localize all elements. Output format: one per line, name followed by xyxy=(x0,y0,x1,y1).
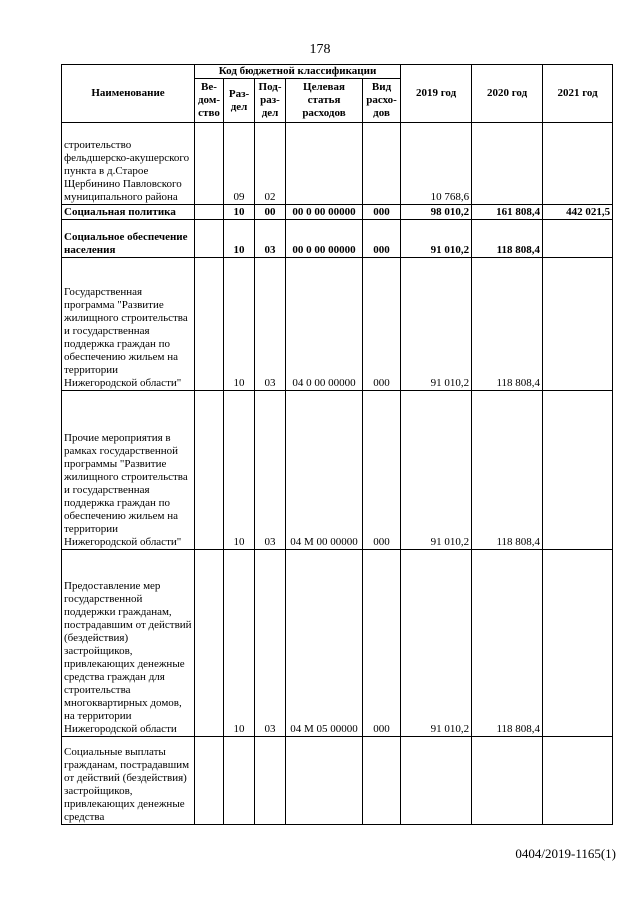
cell-razdel: 10 xyxy=(224,550,255,737)
classification-group-header: Код бюджетной классификации xyxy=(195,65,401,79)
cell-name: строительство фельдшерско-акушерского пункта в д.Старое Щербинино Павловского муниципального района xyxy=(62,123,195,205)
cell-y2021 xyxy=(543,737,613,825)
cell-name: Социальная политика xyxy=(62,205,195,220)
cell-y2019 xyxy=(401,737,472,825)
cell-y2019: 91 010,2 xyxy=(401,550,472,737)
cell-razdel: 10 xyxy=(224,220,255,258)
cell-y2020: 118 808,4 xyxy=(472,550,543,737)
table-row xyxy=(62,258,613,391)
cell-razdel: 10 xyxy=(224,391,255,550)
cell-y2021 xyxy=(543,550,613,737)
cell-y2019: 91 010,2 xyxy=(401,258,472,391)
cell-razdel: 10 xyxy=(224,205,255,220)
cell-y2020: 118 808,4 xyxy=(472,391,543,550)
cell-y2020: 161 808,4 xyxy=(472,205,543,220)
col-2021-header: 2021 год xyxy=(543,65,613,123)
cell-target: 00 0 00 00000 xyxy=(286,205,363,220)
cell-ved xyxy=(195,205,224,220)
budget-table xyxy=(61,64,613,825)
cell-target: 00 0 00 00000 xyxy=(286,220,363,258)
cell-y2021 xyxy=(543,258,613,391)
table-body xyxy=(62,123,613,825)
table-row xyxy=(62,391,613,550)
cell-vid: 000 xyxy=(363,220,401,258)
document-code: 0404/2019-1165(1) xyxy=(515,846,616,861)
cell-ved xyxy=(195,258,224,391)
col-razdel-header: Раз-дел xyxy=(224,79,255,123)
cell-y2021: 442 021,5 xyxy=(543,205,613,220)
cell-podrazdel: 03 xyxy=(255,550,286,737)
table-row xyxy=(62,550,613,737)
table-row xyxy=(62,205,613,220)
table-row xyxy=(62,737,613,825)
cell-y2021 xyxy=(543,391,613,550)
col-2019-header: 2019 год xyxy=(401,65,472,123)
cell-podrazdel xyxy=(255,737,286,825)
cell-target xyxy=(286,123,363,205)
cell-name: Прочие мероприятия в рамках государственной программы "Развитие жилищного строительства и государственная поддержка граждан по обеспечению жильем на территории Нижегородской области" xyxy=(62,391,195,550)
cell-podrazdel: 03 xyxy=(255,220,286,258)
cell-razdel: 09 xyxy=(224,123,255,205)
cell-target: 04 0 00 00000 xyxy=(286,258,363,391)
col-name-header: Наименование xyxy=(62,65,195,123)
cell-razdel xyxy=(224,737,255,825)
cell-vid xyxy=(363,123,401,205)
cell-y2020 xyxy=(472,737,543,825)
cell-podrazdel: 03 xyxy=(255,258,286,391)
cell-ved xyxy=(195,391,224,550)
cell-ved xyxy=(195,550,224,737)
cell-name: Предоставление мер государственной поддержки гражданам, пострадавшим от действий (бездействия) застройщиков, привлекающих денежные средства граждан для строительства многоквартирных домов, на территории Нижегородской области xyxy=(62,550,195,737)
cell-razdel: 10 xyxy=(224,258,255,391)
cell-y2020: 118 808,4 xyxy=(472,220,543,258)
cell-target xyxy=(286,737,363,825)
col-2020-header: 2020 год xyxy=(472,65,543,123)
cell-vid: 000 xyxy=(363,550,401,737)
cell-vid: 000 xyxy=(363,258,401,391)
cell-y2021 xyxy=(543,220,613,258)
cell-y2019: 98 010,2 xyxy=(401,205,472,220)
cell-name: Социальные выплаты гражданам, пострадавшим от действий (бездействия) застройщиков, привлекающих денежные средства xyxy=(62,737,195,825)
cell-ved xyxy=(195,220,224,258)
cell-y2019: 91 010,2 xyxy=(401,220,472,258)
cell-y2021 xyxy=(543,123,613,205)
col-vedomstvo-header: Ве-дом-ство xyxy=(195,79,224,123)
cell-y2019: 10 768,6 xyxy=(401,123,472,205)
cell-podrazdel: 00 xyxy=(255,205,286,220)
table-row xyxy=(62,220,613,258)
cell-y2020 xyxy=(472,123,543,205)
cell-y2019: 91 010,2 xyxy=(401,391,472,550)
cell-podrazdel: 02 xyxy=(255,123,286,205)
cell-vid: 000 xyxy=(363,391,401,550)
cell-name: Государственная программа "Развитие жилищного строительства и государственная поддержка граждан по обеспечению жильем на территории Нижегородской области" xyxy=(62,258,195,391)
cell-vid xyxy=(363,737,401,825)
page-number: 178 xyxy=(309,42,331,57)
col-target-header: Целевая статья расходов xyxy=(286,79,363,123)
cell-vid: 000 xyxy=(363,205,401,220)
cell-ved xyxy=(195,737,224,825)
cell-target: 04 М 05 00000 xyxy=(286,550,363,737)
cell-y2020: 118 808,4 xyxy=(472,258,543,391)
cell-podrazdel: 03 xyxy=(255,391,286,550)
col-podrazdel-header: Под-раз-дел xyxy=(255,79,286,123)
col-vid-header: Вид расхо-дов xyxy=(363,79,401,123)
table-row xyxy=(62,123,613,205)
cell-name: Социальное обеспечение населения xyxy=(62,220,195,258)
cell-ved xyxy=(195,123,224,205)
cell-target: 04 М 00 00000 xyxy=(286,391,363,550)
